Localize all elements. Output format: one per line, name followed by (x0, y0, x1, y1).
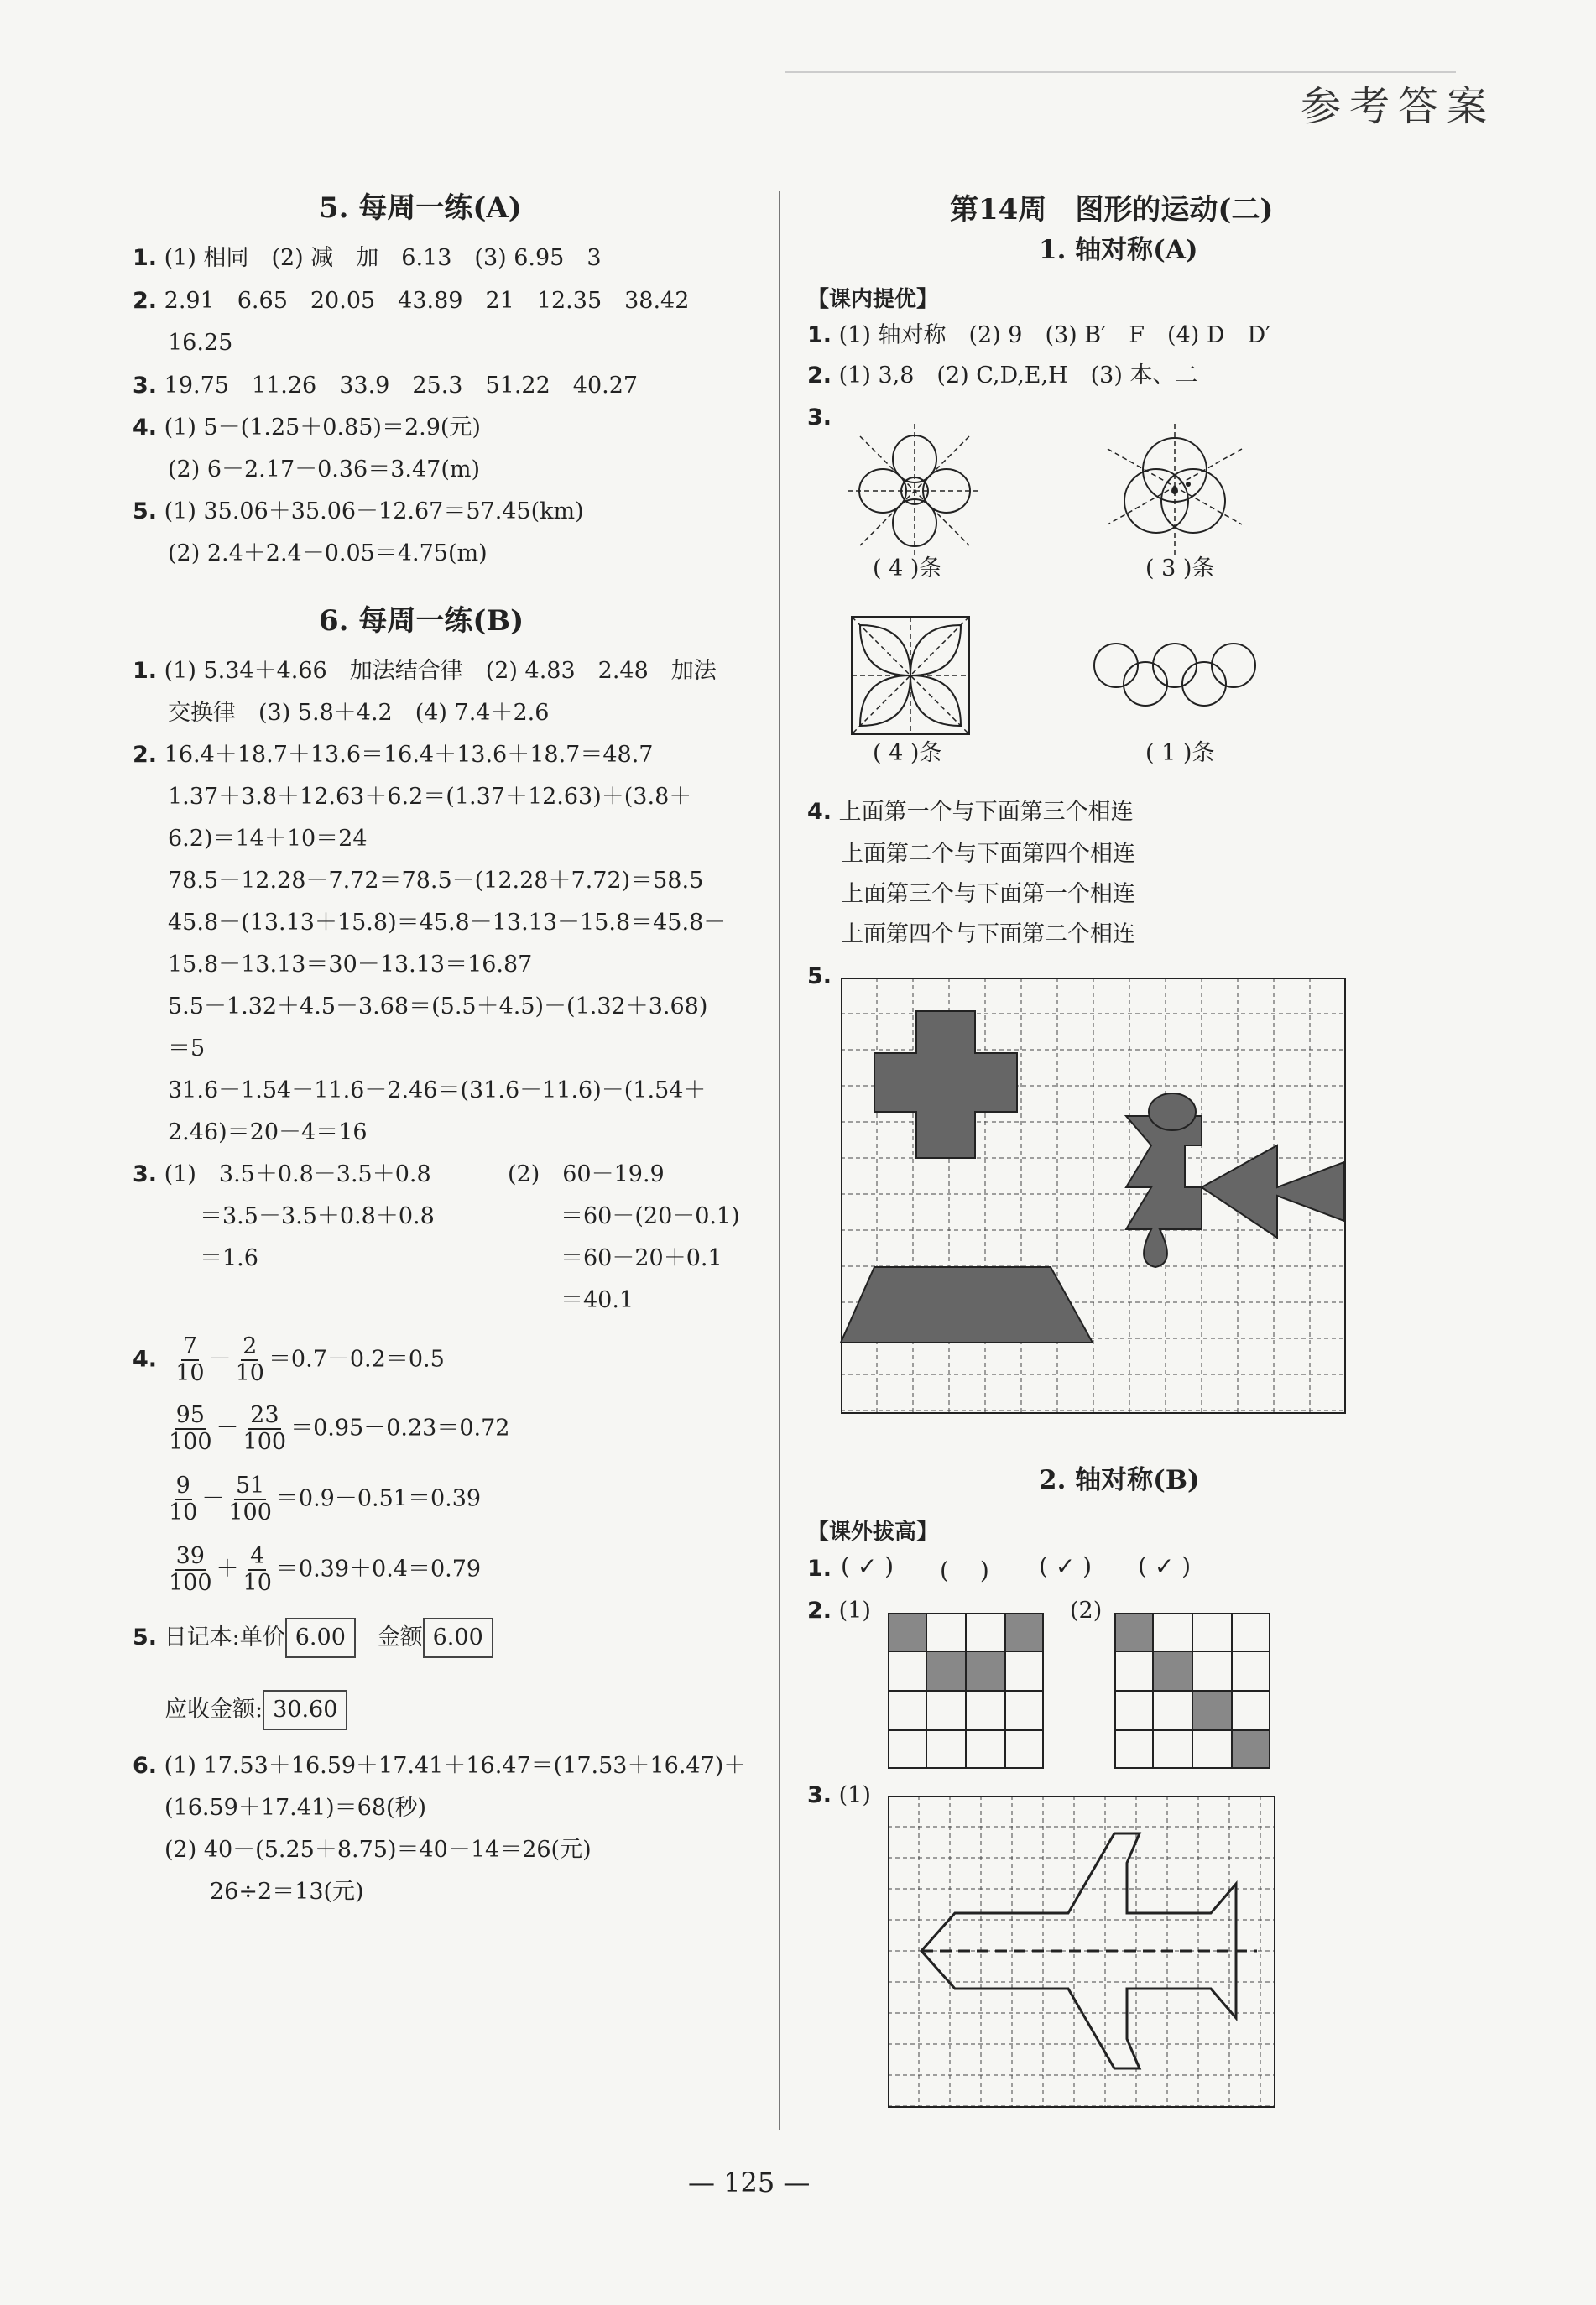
answer-line: ＝60－(20－0.1) (561, 1203, 740, 1229)
fraction-row: 4. $\frac{7}{10}$ － $\frac{2}{10}$ ＝0.7－0.2＝0.5 (133, 1333, 445, 1386)
check-answer: ( ✓ ) (1039, 1552, 1093, 1580)
symmetry-grid-figure (841, 978, 1346, 1414)
answer-line: 16.25 (168, 330, 233, 356)
answer-line: 31.6－1.54－11.6－2.46＝(31.6－11.6)－(1.54＋ (168, 1077, 707, 1103)
airplane-grid-figure (888, 1796, 1275, 2108)
answer-line: 4. 上面第一个与下面第三个相连 (807, 799, 1134, 825)
flower-figure (848, 424, 982, 558)
answer-line: ＝3.5－3.5＋0.8＋0.8 (200, 1203, 435, 1229)
answer-line: 5. (1) 35.06＋35.06－12.67＝57.45(km) (133, 498, 584, 524)
answer-line: 1. (807, 1556, 832, 1582)
price-box: 6.00 (285, 1618, 356, 1658)
answer-line: 交换律 (3) 5.8＋4.2 (4) 7.4＋2.6 (168, 700, 550, 726)
answer-line: 2. 16.4＋18.7＋13.6＝16.4＋13.6＋18.7＝48.7 (133, 742, 654, 768)
check-answer: ( ✓ ) (1138, 1552, 1192, 1580)
answer-line: 78.5－12.28－7.72＝78.5－(12.28＋7.72)＝58.5 (168, 868, 704, 894)
section-tag: 【课外拔高】 (807, 1520, 939, 1545)
shaded-grid-2 (1114, 1613, 1270, 1769)
answer-line: 2. 2.91 6.65 20.05 43.89 21 12.35 38.42 (133, 288, 690, 314)
column-divider (779, 191, 780, 2130)
answer-line: 上面第三个与下面第一个相连 (841, 881, 1135, 907)
answer-line: ＝40.1 (561, 1287, 634, 1313)
total-box: 30.60 (263, 1690, 347, 1730)
answer-line: (2) 60－19.9 (508, 1161, 665, 1187)
rings-figure (1091, 634, 1259, 717)
header-rule (785, 71, 1456, 73)
answer-line: (2) 2.4＋2.4－0.05＝4.75(m) (168, 540, 488, 566)
amount-box: 6.00 (423, 1618, 493, 1658)
answer-line: 3. (807, 404, 832, 430)
answer-line: 15.8－13.13＝30－13.13＝16.87 (168, 952, 533, 978)
answer-line: 26÷2＝13(元) (210, 1879, 364, 1905)
answer-line: 应收金额: 30.60 (164, 1690, 347, 1730)
answer-line: (16.59＋17.41)＝68(秒) (164, 1795, 427, 1821)
answer-line: 2. (1) 3,8 (2) C,D,E,H (3) 本、二 (807, 362, 1198, 389)
answer-line: 1. (1) 相同 (2) 减 加 6.13 (3) 6.95 3 (133, 245, 602, 271)
answer-line: (2) 6－2.17－0.36＝3.47(m) (168, 456, 481, 482)
check-answer: ( ✓ ) (841, 1552, 894, 1580)
axis-count-caption: ( 1 )条 (1145, 740, 1215, 766)
week-title: 第14周 图形的运动(二) (950, 193, 1274, 227)
fraction-row: $\frac{9}{10}$ － $\frac{51}{100}$ ＝0.9－0.51＝0.39 (169, 1473, 482, 1525)
answer-line: 3. (1) (807, 1782, 871, 1808)
answer-line: 2.46)＝20－4＝16 (168, 1119, 368, 1145)
fraction-row: $\frac{39}{100}$ ＋ $\frac{4}{10}$ ＝0.39＋0.4＝0.79 (169, 1543, 482, 1596)
answer-line: 5.5－1.32＋4.5－3.68＝(5.5＋4.5)－(1.32＋3.68) (168, 993, 708, 1020)
three-circles-figure (1091, 424, 1259, 558)
axis-count-caption: ( 4 )条 (873, 555, 942, 581)
answer-line: (2) (1070, 1598, 1103, 1624)
answer-line: ＝5 (168, 1035, 206, 1061)
answer-line: 5. 日记本:单价 6.00 金额 6.00 (133, 1618, 493, 1658)
answer-line: 上面第四个与下面第二个相连 (841, 921, 1135, 947)
shaded-grid-1 (888, 1613, 1044, 1769)
page-number: — 125 — (688, 2167, 811, 2198)
answer-line: 1. (1) 轴对称 (2) 9 (3) B′ F (4) D D′ (807, 322, 1271, 348)
axis-count-caption: ( 3 )条 (1145, 555, 1215, 581)
answer-line: 3. 19.75 11.26 33.9 25.3 51.22 40.27 (133, 373, 639, 399)
section-6-title: 6. 每周一练(B) (319, 604, 524, 638)
section-1-title: 1. 轴对称(A) (1039, 235, 1198, 265)
section-2-title: 2. 轴对称(B) (1039, 1465, 1200, 1495)
answer-line: 2. (1) (807, 1598, 871, 1624)
answer-line: ＝1.6 (200, 1245, 258, 1271)
check-answer: ( ) (940, 1557, 989, 1584)
section-tag: 【课内提优】 (807, 287, 939, 312)
answer-line: 5. (807, 963, 832, 989)
square-petal-figure (848, 613, 973, 738)
answer-line: (2) 40－(5.25＋8.75)＝40－14＝26(元) (164, 1837, 592, 1863)
answer-line: 1.37＋3.8＋12.63＋6.2＝(1.37＋12.63)＋(3.8＋ (168, 784, 692, 810)
answer-line: 6.2)＝14＋10＝24 (168, 826, 368, 852)
answer-line: 3. (1) 3.5＋0.8－3.5＋0.8 (133, 1161, 431, 1187)
axis-count-caption: ( 4 )条 (873, 740, 942, 766)
answer-line: 45.8－(13.13＋15.8)＝45.8－13.13－15.8＝45.8－ (168, 910, 727, 936)
answer-line: ＝60－20＋0.1 (561, 1245, 722, 1271)
answer-line: 6. (1) 17.53＋16.59＋17.41＋16.47＝(17.53＋16.47)＋ (133, 1753, 747, 1779)
answer-line: 1. (1) 5.34＋4.66 加法结合律 (2) 4.83 2.48 加法 (133, 658, 717, 684)
section-5-title: 5. 每周一练(A) (319, 191, 522, 225)
answer-line: 上面第二个与下面第四个相连 (841, 841, 1135, 867)
fraction-row: $\frac{95}{100}$ － $\frac{23}{100}$ ＝0.95－0.23＝0.72 (169, 1402, 510, 1455)
answer-line: 4. (1) 5－(1.25＋0.85)＝2.9(元) (133, 415, 481, 441)
page-header: 参考答案 (1300, 83, 1495, 130)
